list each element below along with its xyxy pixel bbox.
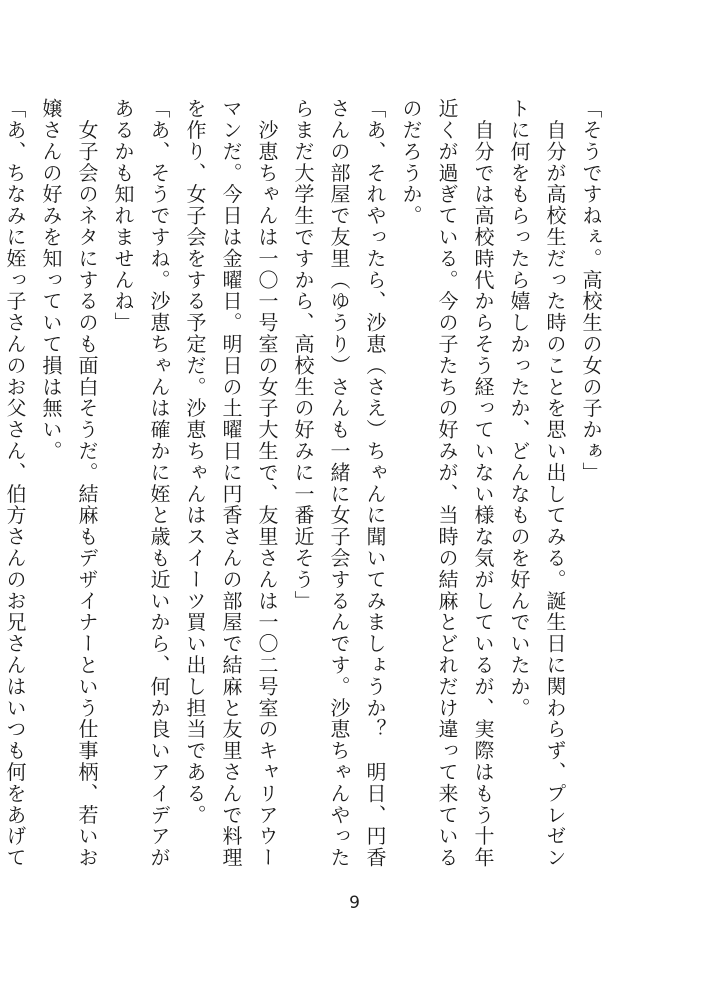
- paragraph: 「あ、そうですね。沙恵ちゃんは確かに姪と歳も近いから、何か良いアイデアがあるかも知れませんね」: [111, 98, 171, 869]
- page-number: 9: [349, 893, 360, 913]
- paragraph: 「あ、ちなみに姪っ子さんのお父さん、伯方さんのお兄さんはいつも何をあげて: [3, 98, 27, 869]
- paragraph: 沙恵ちゃんは一〇一号室の女子大生で、友里さんは一〇二号室のキャリアウーマンだ。今日は金曜日。明日の土曜日に円香さんの部屋で結麻と友里さんで料理を作り、女子会をする予定だ。沙恵ちゃんはスイーツ買い出し担当である。: [183, 98, 279, 869]
- paragraph: 「そうですねぇ。高校生の女の子かぁ」: [579, 98, 603, 484]
- paragraph: 自分では高校時代からそう経っていない様な気がしているが、実際はもう十年近くが過ぎている。今の子たちの好みが、当時の結麻とどれだけ違って来ているのだろうか。: [399, 98, 495, 869]
- vertical-text-body: [3, 98, 609, 878]
- paragraph: 自分が高校生だった時のことを思い出してみる。誕生日に関わらず、プレゼントに何をもらったら嬉しかったか、どんなものを好んでいたか。: [507, 98, 567, 869]
- paragraph: 「あ、それやったら、沙恵（さえ）ちゃんに聞いてみましょうか？ 明日、円香さんの部屋で友里（ゆうり）さんも一緒に女子会するんです。沙恵ちゃんやったらまだ大学生ですから、高校生の好みに一番近そう」: [291, 98, 387, 869]
- paragraph: 女子会のネタにするのも面白そうだ。結麻もデザイナーという仕事柄、若いお嬢さんの好みを知っていて損は無い。: [39, 98, 99, 869]
